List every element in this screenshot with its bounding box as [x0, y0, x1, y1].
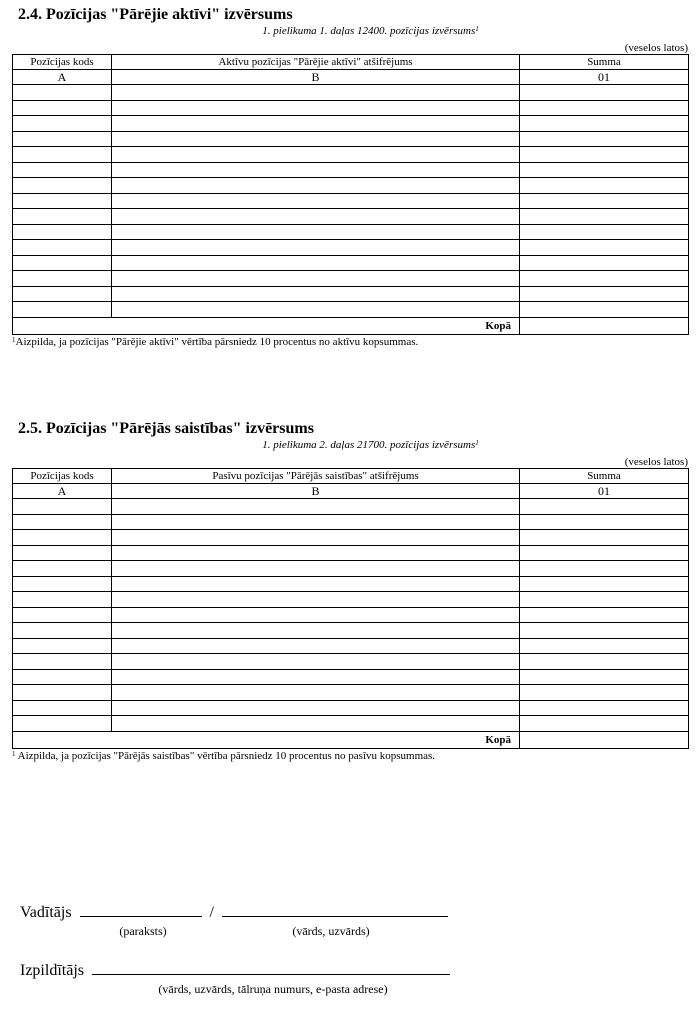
amount-cell[interactable]	[520, 255, 689, 271]
table-row	[13, 623, 689, 639]
section-title: 2.4. Pozīcijas "Pārējie aktīvi" izvērsums	[18, 6, 293, 23]
table-row	[13, 545, 689, 561]
description-cell[interactable]	[112, 716, 520, 732]
table-row	[13, 716, 689, 732]
amount-cell[interactable]	[520, 685, 689, 701]
table-row	[13, 193, 689, 209]
executor-field[interactable]	[92, 960, 450, 975]
code-cell[interactable]	[13, 499, 112, 515]
description-cell[interactable]	[112, 530, 520, 546]
description-cell[interactable]	[112, 85, 520, 101]
amount-cell[interactable]	[520, 240, 689, 256]
table-row	[13, 178, 689, 194]
description-cell[interactable]	[112, 116, 520, 132]
code-cell[interactable]	[13, 85, 112, 101]
code-cell[interactable]	[13, 116, 112, 132]
description-cell[interactable]	[112, 607, 520, 623]
amount-cell[interactable]	[520, 607, 689, 623]
amount-cell[interactable]	[520, 116, 689, 132]
amount-cell[interactable]	[520, 530, 689, 546]
amount-cell[interactable]	[520, 654, 689, 670]
code-cell[interactable]	[13, 302, 112, 318]
description-cell[interactable]	[112, 638, 520, 654]
column-letter-a: A	[13, 70, 112, 85]
amount-cell[interactable]	[520, 100, 689, 116]
code-cell[interactable]	[13, 271, 112, 287]
header-position-code: Pozīcijas kods	[13, 55, 112, 70]
table-row	[13, 607, 689, 623]
table-row	[13, 669, 689, 685]
amount-cell[interactable]	[520, 178, 689, 194]
code-cell[interactable]	[13, 607, 112, 623]
table-row	[13, 530, 689, 546]
table-row	[13, 100, 689, 116]
description-cell[interactable]	[112, 592, 520, 608]
code-cell[interactable]	[13, 100, 112, 116]
amount-cell[interactable]	[520, 193, 689, 209]
total-amount-cell[interactable]	[520, 317, 689, 334]
table-row	[13, 302, 689, 318]
code-cell[interactable]	[13, 654, 112, 670]
table-row	[13, 638, 689, 654]
footnote: $^1$ Aizpilda, ja pozīcijas "Pārējās saistības" vērtība pārsniedz 10 procentus no pasīvu kopsummas.	[12, 749, 436, 762]
description-cell[interactable]	[112, 545, 520, 561]
table-row	[13, 700, 689, 716]
code-cell[interactable]	[13, 224, 112, 240]
code-cell[interactable]	[13, 700, 112, 716]
signature-caption: (paraksts)	[119, 924, 167, 938]
column-letter-b: B	[112, 484, 520, 499]
total-row	[13, 731, 689, 748]
description-cell[interactable]	[112, 255, 520, 271]
code-cell[interactable]	[13, 716, 112, 732]
unit-note: (veselos latos)	[624, 42, 688, 54]
description-cell[interactable]	[112, 240, 520, 256]
manager-signature-field[interactable]	[80, 902, 202, 917]
section-other-assets	[12, 6, 689, 349]
table-row	[13, 654, 689, 670]
table-row	[13, 685, 689, 701]
code-cell[interactable]	[13, 255, 112, 271]
description-cell[interactable]	[112, 514, 520, 530]
code-cell[interactable]	[13, 576, 112, 592]
code-cell[interactable]	[13, 545, 112, 561]
amount-cell[interactable]	[520, 147, 689, 163]
code-cell[interactable]	[13, 514, 112, 530]
description-cell[interactable]	[112, 576, 520, 592]
executor-row	[20, 960, 450, 980]
amount-cell[interactable]	[520, 224, 689, 240]
amount-cell[interactable]	[520, 545, 689, 561]
description-cell[interactable]	[112, 302, 520, 318]
section-subtitle: 1. pielikuma 1. daļas 12400. pozīcijas izvērsums$^1$	[262, 25, 479, 37]
separator: /	[209, 904, 214, 921]
header-description: Aktīvu pozīcijas "Pārējie aktīvi" atšifrējums	[112, 55, 520, 70]
description-cell[interactable]	[112, 147, 520, 163]
code-cell[interactable]	[13, 286, 112, 302]
amount-cell[interactable]	[520, 131, 689, 147]
code-cell[interactable]	[13, 209, 112, 225]
description-cell[interactable]	[112, 561, 520, 577]
code-cell[interactable]	[13, 638, 112, 654]
description-cell[interactable]	[112, 178, 520, 194]
amount-cell[interactable]	[520, 638, 689, 654]
column-letter-a: A	[13, 484, 112, 499]
amount-cell[interactable]	[520, 669, 689, 685]
footnote: $^1$Aizpilda, ja pozīcijas "Pārējie aktīvi" vērtība pārsniedz 10 procentus no aktīvu kopsummas.	[12, 335, 419, 348]
description-cell[interactable]	[112, 162, 520, 178]
amount-cell[interactable]	[520, 592, 689, 608]
manager-label: Vadītājs	[20, 904, 72, 921]
column-letter-01: 01	[520, 484, 689, 499]
header-description: Pasīvu pozīcijas "Pārējās saistības" atšifrējums	[112, 469, 520, 484]
column-letter-01: 01	[520, 70, 689, 85]
code-cell[interactable]	[13, 669, 112, 685]
amount-cell[interactable]	[520, 271, 689, 287]
description-cell[interactable]	[112, 271, 520, 287]
code-cell[interactable]	[13, 561, 112, 577]
amount-cell[interactable]	[520, 561, 689, 577]
description-cell[interactable]	[112, 669, 520, 685]
table-row	[13, 271, 689, 287]
header-amount: Summa	[520, 55, 689, 70]
table-row	[13, 499, 689, 515]
table-row	[13, 561, 689, 577]
table-row	[13, 162, 689, 178]
amount-cell[interactable]	[520, 302, 689, 318]
code-cell[interactable]	[13, 592, 112, 608]
code-cell[interactable]	[13, 131, 112, 147]
description-cell[interactable]	[112, 499, 520, 515]
manager-name-field[interactable]	[222, 902, 448, 917]
description-cell[interactable]	[112, 286, 520, 302]
other-assets-table	[12, 54, 689, 335]
header-position-code: Pozīcijas kods	[13, 469, 112, 484]
amount-cell[interactable]	[520, 162, 689, 178]
amount-cell[interactable]	[520, 514, 689, 530]
amount-cell[interactable]	[520, 286, 689, 302]
table-row	[13, 116, 689, 132]
section-title: 2.5. Pozīcijas "Pārējās saistības" izvērsums	[18, 420, 314, 437]
code-cell[interactable]	[13, 162, 112, 178]
amount-cell[interactable]	[520, 623, 689, 639]
amount-cell[interactable]	[520, 716, 689, 732]
description-cell[interactable]	[112, 623, 520, 639]
amount-cell[interactable]	[520, 85, 689, 101]
code-cell[interactable]	[13, 685, 112, 701]
table-row	[13, 592, 689, 608]
name-caption: (vārds, uzvārds)	[292, 924, 370, 938]
description-cell[interactable]	[112, 100, 520, 116]
table-row	[13, 255, 689, 271]
table-row	[13, 286, 689, 302]
executor-label: Izpildītājs	[20, 962, 84, 979]
table-row	[13, 514, 689, 530]
code-cell[interactable]	[13, 623, 112, 639]
code-cell[interactable]	[13, 147, 112, 163]
table-row	[13, 224, 689, 240]
description-cell[interactable]	[112, 224, 520, 240]
total-label: Kopā	[13, 731, 520, 748]
amount-cell[interactable]	[520, 499, 689, 515]
description-cell[interactable]	[112, 700, 520, 716]
table-row	[13, 147, 689, 163]
other-liabilities-table	[12, 468, 689, 749]
code-cell[interactable]	[13, 240, 112, 256]
amount-cell[interactable]	[520, 700, 689, 716]
code-cell[interactable]	[13, 530, 112, 546]
section-other-liabilities	[12, 420, 689, 763]
table-row	[13, 209, 689, 225]
table-row	[13, 240, 689, 256]
table-row	[13, 576, 689, 592]
description-cell[interactable]	[112, 131, 520, 147]
code-cell[interactable]	[13, 193, 112, 209]
column-letter-b: B	[112, 70, 520, 85]
description-cell[interactable]	[112, 193, 520, 209]
table-row	[13, 131, 689, 147]
amount-cell[interactable]	[520, 209, 689, 225]
manager-signature-row	[20, 902, 448, 922]
description-cell[interactable]	[112, 685, 520, 701]
amount-cell[interactable]	[520, 576, 689, 592]
header-amount: Summa	[520, 469, 689, 484]
description-cell[interactable]	[112, 209, 520, 225]
section-subtitle: 1. pielikuma 2. daļas 21700. pozīcijas izvērsums$^1$	[262, 439, 479, 451]
table-row	[13, 85, 689, 101]
code-cell[interactable]	[13, 178, 112, 194]
unit-note: (veselos latos)	[624, 456, 688, 468]
executor-caption: (vārds, uzvārds, tālruņa numurs, e-pasta adrese)	[158, 982, 388, 996]
total-amount-cell[interactable]	[520, 731, 689, 748]
description-cell[interactable]	[112, 654, 520, 670]
total-label: Kopā	[13, 317, 520, 334]
total-row	[13, 317, 689, 334]
